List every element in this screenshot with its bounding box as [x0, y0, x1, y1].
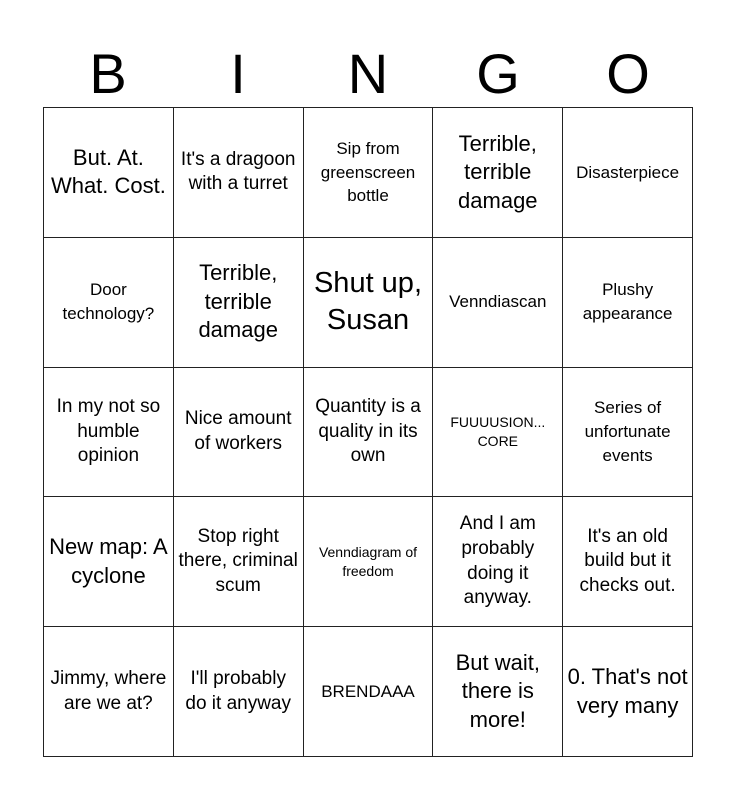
bingo-cell[interactable]: It's a dragoon with a turret	[174, 108, 304, 238]
bingo-cell[interactable]: And I am probably doing it anyway.	[433, 497, 563, 627]
header-letter-n: N	[347, 42, 389, 105]
bingo-cell[interactable]: 0. That's not very many	[563, 627, 693, 757]
bingo-grid	[43, 107, 693, 757]
bingo-cell[interactable]: Stop right there, criminal scum	[174, 497, 304, 627]
bingo-cell[interactable]: Shut up, Susan	[304, 238, 434, 368]
bingo-cell[interactable]: Disasterpiece	[563, 108, 693, 238]
bingo-cell[interactable]: BRENDAAA	[304, 627, 434, 757]
bingo-cell[interactable]: Venndiagram of freedom	[304, 497, 434, 627]
header-letter-g: G	[476, 42, 520, 105]
bingo-cell[interactable]: But wait, there is more!	[433, 627, 563, 757]
bingo-cell[interactable]: It's an old build but it checks out.	[563, 497, 693, 627]
bingo-cell[interactable]: FUUUUSION... CORE	[433, 368, 563, 498]
bingo-cell[interactable]: Door technology?	[44, 238, 174, 368]
bingo-cell[interactable]: Terrible, terrible damage	[174, 238, 304, 368]
bingo-cell[interactable]: But. At. What. Cost.	[44, 108, 174, 238]
bingo-cell[interactable]: New map: A cyclone	[44, 497, 174, 627]
bingo-cell[interactable]: Plushy appearance	[563, 238, 693, 368]
bingo-cell[interactable]: Jimmy, where are we at?	[44, 627, 174, 757]
header-letter-b: B	[89, 42, 127, 105]
bingo-cell[interactable]: Sip from greenscreen bottle	[304, 108, 434, 238]
bingo-header	[43, 42, 693, 106]
header-letter-i: I	[230, 42, 246, 105]
bingo-cell[interactable]: Venndiascan	[433, 238, 563, 368]
bingo-cell[interactable]: Series of unfortunate events	[563, 368, 693, 498]
bingo-cell[interactable]: Quantity is a quality in its own	[304, 368, 434, 498]
bingo-cell[interactable]: Terrible, terrible damage	[433, 108, 563, 238]
bingo-cell[interactable]: Nice amount of workers	[174, 368, 304, 498]
header-letter-o: O	[606, 42, 650, 105]
bingo-cell[interactable]: I'll probably do it anyway	[174, 627, 304, 757]
bingo-cell[interactable]: In my not so humble opinion	[44, 368, 174, 498]
